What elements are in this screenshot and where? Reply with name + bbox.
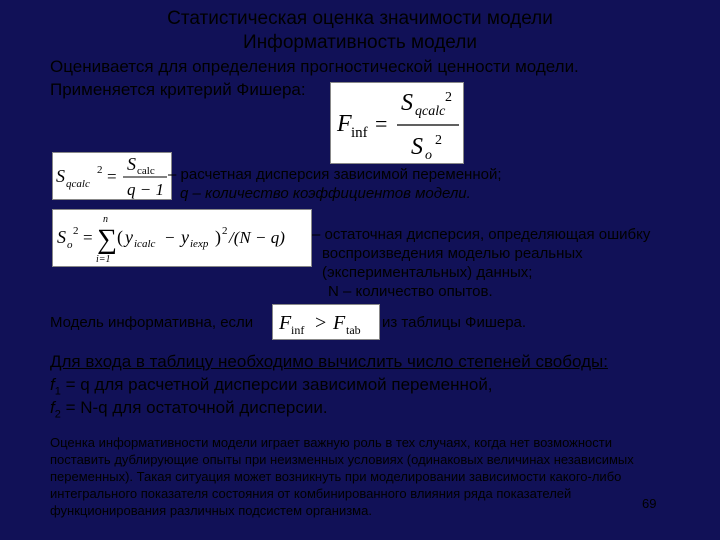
formula-condition-lhs: F [279, 312, 292, 334]
formula-s-calc-lhs-sub: qcalc [66, 178, 90, 190]
formula-f-inf [330, 82, 464, 164]
formula-f-inf-den: S [411, 134, 423, 160]
dof-heading: Для входа в таблицу необходимо вычислить число степеней свободы: [50, 352, 608, 371]
condition-prefix: Модель информативна, если [50, 314, 254, 331]
note-line-3: переменных). Такая ситуация может возникнуть при моделировании зависимости какого-либо [50, 469, 622, 484]
formula-s-calc [52, 152, 172, 200]
note-line-2: поставить дублирующие опыты при неизменных условиях (одинаковых величинах независимых [50, 452, 634, 467]
dof-f1-text: = q для расчетной дисперсии зависимой переменной, [60, 375, 493, 394]
formula-s-o-y2-sub: iexp [190, 238, 209, 250]
formula-s-o-y2: y [181, 227, 189, 247]
formula-s-o-lhs-sub: o [67, 239, 73, 251]
formula-f-inf-den-sub: o [425, 148, 432, 163]
dof-f2 [50, 398, 328, 420]
desc-s-o-line-2: воспроизведения моделью реальных [322, 245, 583, 262]
dof-f2-text: = N-q для остаточной дисперсии. [60, 398, 328, 417]
dof-f2-sub: 2 [54, 408, 61, 421]
formula-condition-op: > [315, 312, 327, 334]
formula-s-o [52, 209, 312, 267]
formula-s-o-sigma: ∑ [97, 224, 117, 255]
formula-s-o-minus: − [165, 228, 175, 247]
formula-s-calc-eq: = [107, 167, 117, 186]
formula-f-inf-num-sup: 2 [445, 90, 452, 105]
formula-s-o-eq: = [83, 228, 93, 247]
formula-condition-rhs: F [333, 312, 346, 334]
dof-f1 [50, 375, 493, 397]
desc-s-o-line-3: (экспериментальных) данных; [322, 264, 533, 281]
formula-f-inf-num-sub: qcalc [415, 104, 446, 119]
slide-subtitle: Информативность модели [243, 32, 477, 53]
formula-condition-lhs-sub: inf [291, 323, 305, 337]
dof-f1-label: f [50, 375, 55, 394]
formula-s-o-close: ) [215, 227, 221, 247]
formula-s-calc-lhs-sup: 2 [97, 164, 103, 176]
formula-f-inf-eq: = [375, 111, 388, 136]
condition-suffix: из таблицы Фишера. [382, 314, 527, 331]
formula-s-o-lhs: S [57, 227, 66, 247]
formula-s-o-tail: /(N − q) [229, 228, 285, 247]
formula-condition-rhs-sub: tab [346, 323, 361, 337]
note-line-5: функционирования различных подсистем организма. [50, 503, 372, 518]
formula-f-inf-lhs-sub: inf [351, 125, 368, 141]
formula-s-calc-lhs: S [56, 166, 65, 186]
desc-s-o-line-1: – остаточная дисперсия, определяющая ошибку [312, 226, 651, 243]
page-number: 69 [642, 496, 657, 511]
formula-s-o-sum-top: n [103, 214, 108, 225]
formula-f-inf-lhs: F [337, 111, 352, 137]
desc-s-calc-line-2: q – количество коэффициентов модели. [180, 185, 471, 202]
note-line-1: Оценка информативности модели играет важную роль в тех случаях, когда нет возможности [50, 435, 612, 450]
formula-s-o-open: ( [117, 227, 123, 247]
formula-s-o-sq: 2 [222, 225, 228, 237]
slide-title: Статистическая оценка значимости модели [167, 8, 553, 29]
formula-s-calc-num-sub: calc [137, 165, 155, 177]
formula-s-o-sum-bottom: i=1 [96, 254, 111, 265]
formula-s-o-y1-sub: icalc [134, 238, 156, 250]
desc-s-o-line-4: N – количество опытов. [328, 283, 493, 300]
desc-s-calc-line-1: – расчетная дисперсия зависимой переменной; [168, 166, 502, 183]
formula-s-o-y1: y [125, 227, 133, 247]
formula-s-calc-num: S [127, 154, 136, 174]
dof-f2-label: f [50, 398, 55, 417]
dof-f1-sub: 1 [54, 385, 61, 398]
formula-s-o-lhs-sup: 2 [73, 225, 79, 237]
formula-f-inf-den-sup: 2 [435, 133, 442, 148]
formula-f-inf-num: S [401, 90, 413, 116]
formula-s-calc-den: q − 1 [127, 180, 164, 199]
intro-line-2: Применяется критерий Фишера: [50, 80, 306, 99]
intro-line-1: Оценивается для определения прогностической ценности модели. [50, 57, 579, 76]
note-line-4: интегрального показателя состояния от комбинированного влияния ряда показателей [50, 486, 572, 501]
formula-condition [272, 304, 380, 340]
